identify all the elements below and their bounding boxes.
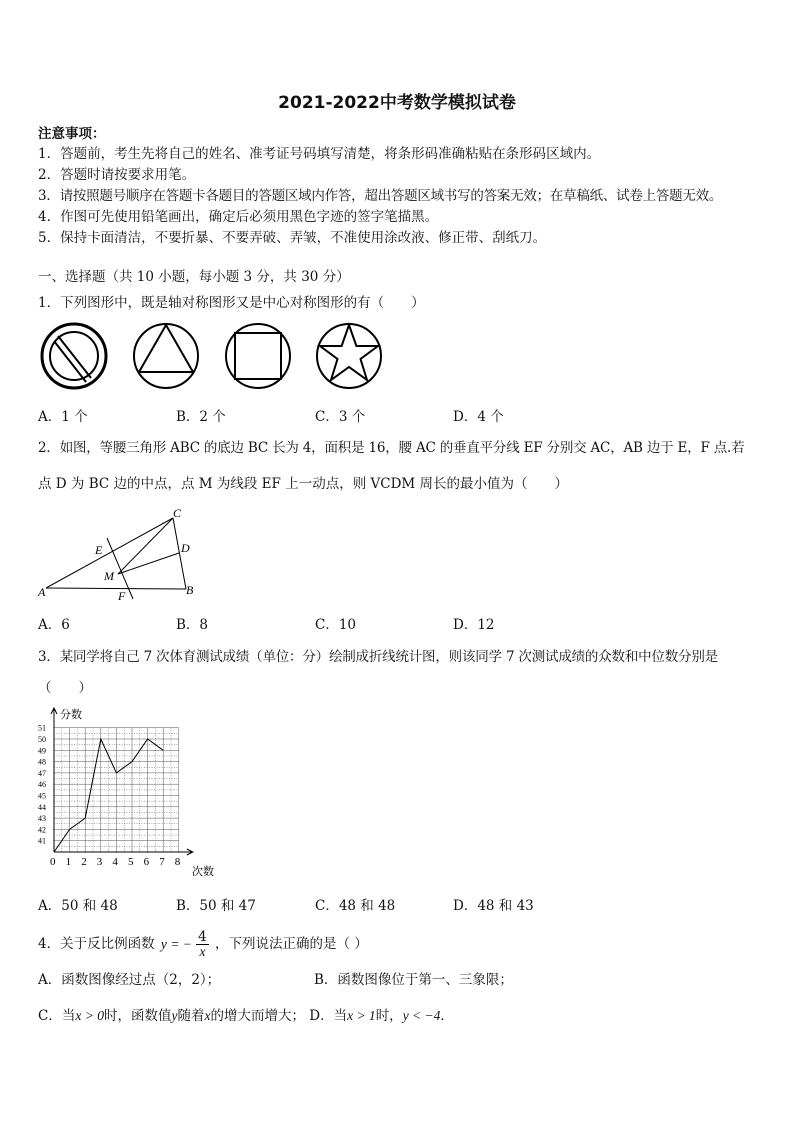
q4-c-mid2: 随着 bbox=[177, 1008, 205, 1024]
label-m: M bbox=[104, 569, 114, 583]
q2-stem-line1: 2．如图，等腰三角形 ABC 的底边 BC 长为 4，面积是 16，腰 AC 的垂直平分线 EF 分别交 AC，AB 边于 E，F 点.若 bbox=[38, 440, 745, 456]
q4-d-res: y < −4 bbox=[402, 1008, 441, 1023]
q1-option-d: D．4 个 bbox=[453, 409, 504, 425]
label-b: B bbox=[186, 583, 194, 597]
q4-c-x: x bbox=[204, 1008, 211, 1023]
label-f: F bbox=[118, 589, 126, 603]
y-tick-label: 45 bbox=[38, 791, 46, 801]
section-heading: 一、选择题（共 10 小题，每小题 3 分，共 30 分） bbox=[38, 269, 350, 285]
chart-grid bbox=[54, 728, 179, 852]
y-tick-label: 50 bbox=[38, 735, 46, 744]
q4-formula-num: 4 bbox=[198, 929, 207, 945]
q4-c-cond: x > 0 bbox=[75, 1008, 104, 1023]
q1-figures bbox=[38, 320, 384, 392]
y-tick-label: 51 bbox=[38, 723, 46, 733]
q3-option-c: C．48 和 48 bbox=[315, 898, 396, 914]
notice-item-3: 3．请按照题号顺序在答题卡各题目的答题区域内作答，超出答题区域书写的答案无效；在草稿纸、试卷上答题无效。 bbox=[38, 188, 723, 204]
y-tick-label: 42 bbox=[38, 825, 46, 835]
y-tick-label: 46 bbox=[38, 780, 46, 790]
label-a: A bbox=[38, 585, 46, 599]
y-tick-label: 47 bbox=[38, 768, 46, 778]
q2-option-b: B．8 bbox=[176, 617, 209, 633]
notice-item-5: 5．保持卡面清洁，不要折暴、不要弄破、弄皱，不准使用涂改液、修正带、刮纸刀。 bbox=[38, 230, 547, 246]
q3-option-b: B．50 和 47 bbox=[176, 898, 256, 914]
x-tick-label: 8 bbox=[174, 856, 181, 868]
q2-stem-line2: 点 D 为 BC 边的中点，点 M 为线段 EF 上一动点，则 VCDM 周长的最小值为（ ） bbox=[38, 476, 569, 492]
q4-stem bbox=[38, 930, 368, 959]
q4-stem-post: ，下列说法正确的是（ ） bbox=[215, 936, 368, 952]
chart-axes bbox=[51, 708, 193, 855]
q4-d-mid: 时， bbox=[375, 1008, 403, 1024]
q1-stem: 1．下列图形中，既是轴对称图形又是中心对称图形的有（ ） bbox=[38, 295, 425, 311]
q1-option-a: A．1 个 bbox=[38, 409, 88, 425]
q3-stem-line2: （ ） bbox=[38, 680, 92, 696]
x-tick-label: 3 bbox=[96, 856, 103, 868]
q4-formula-lhs: y = − bbox=[160, 936, 192, 952]
x-tick-label: 7 bbox=[159, 856, 165, 868]
circle-slash-figure bbox=[42, 324, 106, 388]
notice-item-4: 4．作图可先使用铅笔画出，确定后必须用黑色字迹的签字笔描黑。 bbox=[38, 209, 439, 225]
q3-stem-line1: 3．某同学将自己 7 次体育测试成绩（单位：分）绘制成折线统计图，则该同学 7 次测试成绩的众数和中位数分别是 bbox=[38, 649, 718, 665]
q4-option-cd bbox=[38, 1004, 454, 1024]
y-tick-label: 43 bbox=[38, 814, 46, 824]
q4-formula-den: x bbox=[199, 944, 206, 959]
q4-d-pre: D．当 bbox=[309, 1008, 348, 1024]
x-tick-label: 5 bbox=[128, 856, 134, 868]
q4-c-pre: C．当 bbox=[38, 1008, 76, 1024]
label-c: C bbox=[173, 506, 182, 520]
x-tick-label: 1 bbox=[65, 856, 72, 868]
q2-option-c: C．10 bbox=[315, 617, 357, 633]
page-title: 2021-2022中考数学模拟试卷 bbox=[278, 93, 516, 113]
y-tick-label: 48 bbox=[38, 757, 46, 767]
q4-option-a: A．函数图像经过点（2，2）； bbox=[38, 972, 221, 988]
notice-item-1: 1．答题前，考生先将自己的姓名、准考证号码填写清楚，将条形码准确粘贴在条形码区域内。 bbox=[38, 146, 601, 162]
y-tick-label: 41 bbox=[38, 836, 46, 846]
q4-stem-pre: 4．关于反比例函数 bbox=[38, 936, 155, 952]
circle-star-figure bbox=[317, 324, 381, 388]
x-tick-label: 4 bbox=[112, 856, 118, 868]
y-tick-label: 44 bbox=[38, 802, 46, 812]
q4-c-mid: 时，函数值 bbox=[103, 1008, 172, 1024]
q4-d-post: ． bbox=[440, 1008, 454, 1024]
q2-option-a: A．6 bbox=[38, 617, 70, 633]
q4-formula bbox=[161, 930, 209, 959]
y-axis-label: 分数 bbox=[60, 709, 82, 721]
q2-option-d: D．12 bbox=[453, 617, 495, 633]
x-tick-label: 0 bbox=[50, 856, 56, 868]
y-tick-label: 49 bbox=[38, 746, 46, 756]
notice-heading: 注意事项： bbox=[38, 126, 106, 142]
notice-item-2: 2．答题时请按要求用笔。 bbox=[38, 167, 196, 183]
q3-line-chart bbox=[36, 702, 226, 880]
label-d: D bbox=[181, 541, 190, 555]
q4-c-y: y bbox=[171, 1008, 178, 1023]
q4-option-b: B．函数图像位于第一、三象限； bbox=[314, 972, 513, 988]
circle-triangle-figure bbox=[134, 324, 198, 388]
x-tick-label: 6 bbox=[143, 856, 150, 868]
x-axis-label: 次数 bbox=[192, 866, 214, 878]
label-e: E bbox=[95, 543, 103, 557]
x-tick-label: 2 bbox=[81, 856, 87, 868]
q3-option-a: A．50 和 48 bbox=[38, 898, 118, 914]
q2-triangle-figure bbox=[36, 505, 206, 605]
q1-option-b: B．2 个 bbox=[176, 409, 226, 425]
circle-square-figure bbox=[226, 324, 290, 388]
q3-option-d: D．48 和 43 bbox=[453, 898, 534, 914]
q4-c-post: 的增大而增大； bbox=[210, 1008, 305, 1024]
q1-option-c: C．3 个 bbox=[315, 409, 366, 425]
q4-d-cond: x > 1 bbox=[347, 1008, 376, 1023]
